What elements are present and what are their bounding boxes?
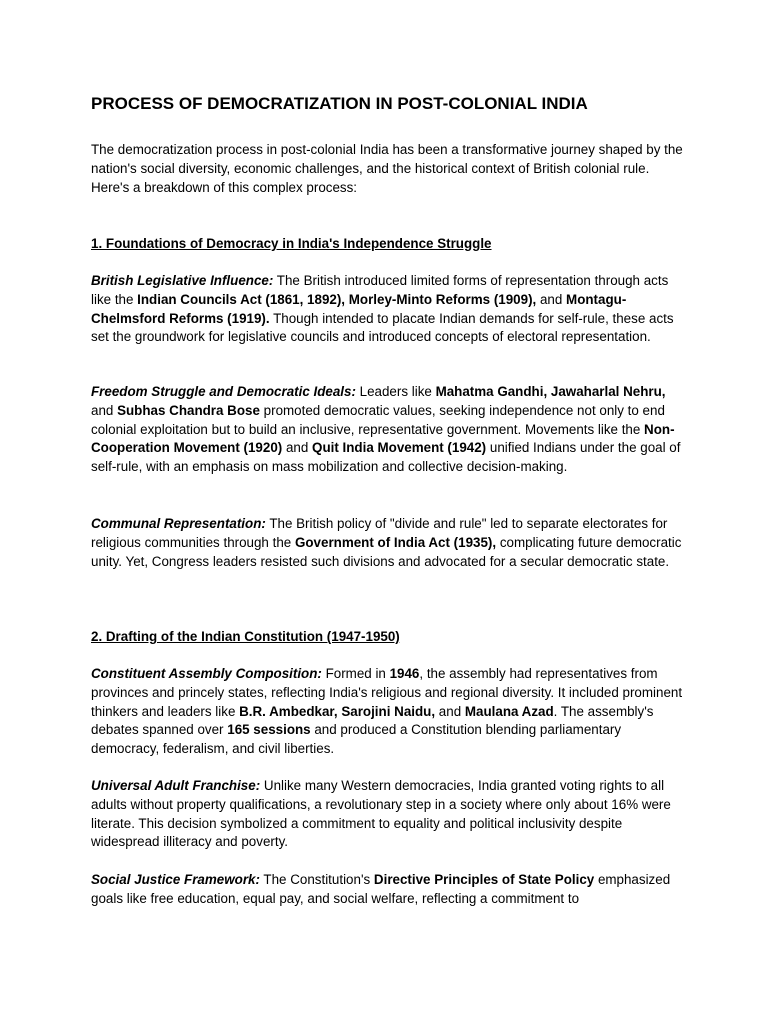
paragraph-text: The British policy of "divide and rule" led to separate electorates for religious communities through the: [91, 516, 668, 550]
emphasis-text: Non-Cooperation Movement (1920): [91, 421, 675, 456]
paragraph-text: Leaders like: [355, 384, 436, 399]
paragraph-label: Communal Representation:: [91, 516, 266, 531]
intro-paragraph: The democratization process in post-colonial India has been a transformative journey shaped by the nation's social diversity, economic challenges, and the historical context of British colonial rule. Here's a breakdown of this complex process:: [91, 142, 683, 195]
paragraph-social-justice-framework: [91, 871, 691, 909]
paragraph-british-legislative-influence: [91, 272, 691, 347]
paragraph-universal-adult-franchise: [91, 777, 691, 852]
document-title: PROCESS OF DEMOCRATIZATION IN POST-COLONIAL INDIA: [91, 94, 588, 113]
section-heading-constitution: 2. Drafting of the Indian Constitution (1947-1950): [91, 629, 400, 644]
paragraph-label: Social Justice Framework:: [91, 872, 260, 887]
emphasis-text: Mahatma Gandhi, Jawaharlal Nehru,: [435, 384, 666, 399]
emphasis-text: B.R. Ambedkar, Sarojini Naidu,: [239, 703, 436, 719]
paragraph-text: emphasized goals like free education, equal pay, and social welfare, reflecting a commitment to: [91, 872, 671, 906]
paragraph-text: The British introduced limited forms of representation through acts like the: [91, 273, 669, 307]
paragraph-text: and: [91, 402, 118, 418]
paragraph-label: Constituent Assembly Composition:: [91, 666, 322, 681]
paragraph-text: , the assembly had representatives from provinces and princely states, reflecting India's religious and regional diversity. It included prominent thinkers and leaders like: [91, 666, 683, 719]
emphasis-text: Indian Councils Act (1861, 1892), Morley-Minto Reforms (1909),: [137, 291, 537, 307]
emphasis-text: 1946: [389, 666, 420, 681]
paragraph-text: promoted democratic values, seeking independence not only to end colonial exploitation but to build an inclusive, representative government. Movements like the: [91, 402, 665, 437]
emphasis-text: 165 sessions: [227, 722, 311, 738]
paragraph-text: The Constitution's: [259, 872, 374, 887]
paragraph-text: Formed in: [321, 666, 390, 681]
paragraph-text: and: [282, 440, 313, 456]
emphasis-text: Quit India Movement (1942): [312, 440, 487, 456]
paragraph-text: and produced a Constitution blending parliamentary democracy, federalism, and civil liberties.: [91, 722, 622, 757]
paragraph-text: Unlike many Western democracies, India granted voting rights to all adults without property qualifications, a revolutionary step in a society where only about 16% were literate. This decision symbolized a commitment to equality and political inclusivity despite widespread illiteracy and poverty.: [91, 778, 671, 850]
paragraph-communal-representation: [91, 515, 691, 571]
section-heading-foundations: 1. Foundations of Democracy in India's Independence Struggle: [91, 236, 492, 251]
paragraph-text: complicating future democratic unity. Yet, Congress leaders resisted such divisions and advocated for a secular democratic state.: [91, 534, 682, 569]
emphasis-text: Directive Principles of State Policy: [373, 872, 595, 887]
emphasis-text: Maulana Azad: [464, 703, 554, 719]
paragraph-text: and: [536, 291, 567, 307]
paragraph-text: and: [435, 703, 465, 719]
emphasis-text: Subhas Chandra Bose: [117, 402, 260, 418]
paragraph-label: Universal Adult Franchise:: [91, 778, 261, 793]
emphasis-text: Montagu-Chelmsford Reforms (1919).: [91, 291, 627, 326]
paragraph-label: British Legislative Influence:: [91, 273, 274, 288]
paragraph-text: . The assembly's debates spanned over: [91, 703, 654, 738]
paragraph-constituent-assembly: [91, 665, 691, 759]
paragraph-text: Though intended to placate Indian demands for self-rule, these acts set the groundwork for legislative councils and introduced concepts of electoral representation.: [91, 310, 674, 345]
paragraph-freedom-struggle: [91, 383, 691, 477]
emphasis-text: Government of India Act (1935),: [294, 534, 497, 550]
paragraph-label: Freedom Struggle and Democratic Ideals:: [91, 384, 356, 399]
paragraph-text: unified Indians under the goal of self-rule, with an emphasis on mass mobilization and collective decision-making.: [91, 440, 681, 475]
